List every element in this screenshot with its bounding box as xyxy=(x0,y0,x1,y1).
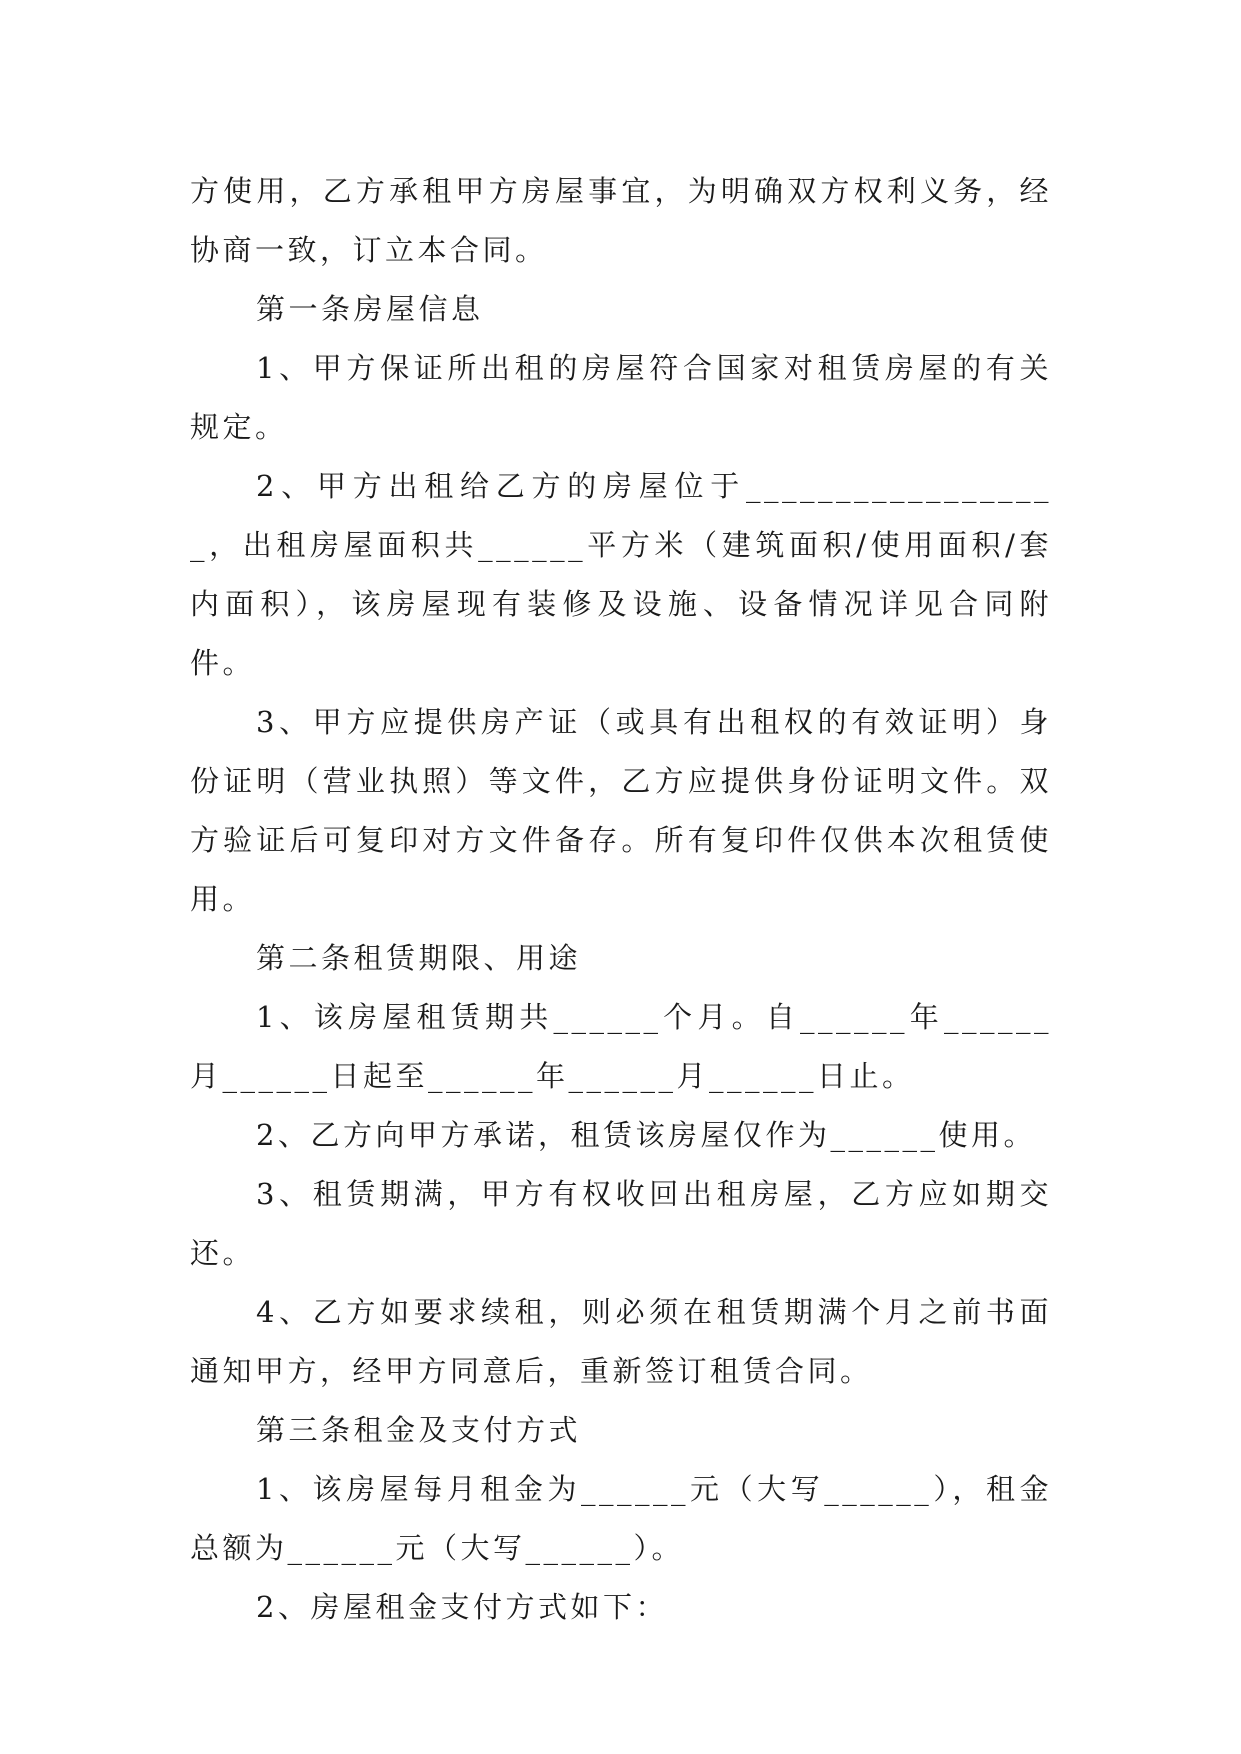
clause-1-1: 1、甲方保证所出租的房屋符合国家对租赁房屋的有关规定。 xyxy=(190,351,1052,444)
contract-body xyxy=(190,162,1052,1637)
clause-2-2: 2、乙方向甲方承诺，租赁该房屋仅作为______使用。 xyxy=(256,1118,1036,1152)
heading-article-3: 第三条租金及支付方式 xyxy=(256,1413,582,1447)
heading-article-2: 第二条租赁期限、用途 xyxy=(256,941,582,975)
heading-article-1: 第一条房屋信息 xyxy=(256,292,484,326)
paragraph-preamble: 方使用，乙方承租甲方房屋事宜，为明确双方权利义务，经协商一致，订立本合同。 xyxy=(190,174,1052,267)
clause-3-2: 2、房屋租金支付方式如下： xyxy=(256,1590,668,1624)
clause-2-3: 3、租赁期满，甲方有权收回出租房屋，乙方应如期交还。 xyxy=(190,1177,1052,1270)
clause-2-4: 4、乙方如要求续租，则必须在租赁期满个月之前书面通知甲方，经甲方同意后，重新签订租赁合同。 xyxy=(190,1295,1052,1388)
clause-2-1: 1、该房屋租赁期共______个月。自______年______月______日起至______年______月______日止。 xyxy=(190,1000,1052,1093)
clause-3-1: 1、该房屋每月租金为______元（大写______），租金总额为______元（大写______）。 xyxy=(190,1472,1052,1565)
clause-1-2: 2、甲方出租给乙方的房屋位于__________________，出租房屋面积共______平方米（建筑面积/使用面积/套内面积），该房屋现有装修及设施、设备情况详见合同附件。 xyxy=(190,469,1052,680)
clause-1-3: 3、甲方应提供房产证（或具有出租权的有效证明）身份证明（营业执照）等文件，乙方应提供身份证明文件。双方验证后可复印对方文件备存。所有复印件仅供本次租赁使用。 xyxy=(190,705,1052,916)
